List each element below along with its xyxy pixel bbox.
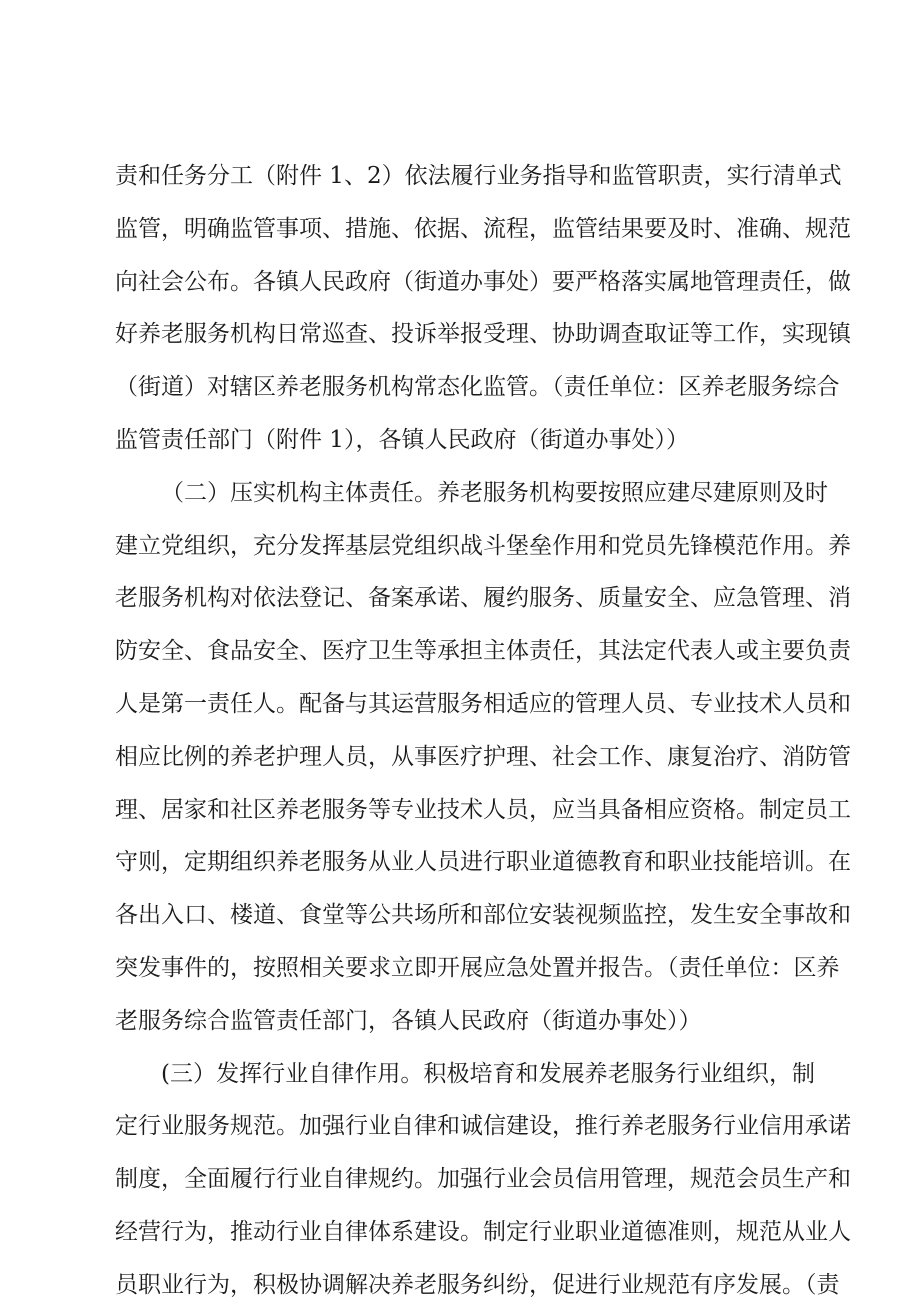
text-line: 防安全、食品安全、医疗卫生等承担主体责任，其法定代表人或主要负责 — [115, 638, 851, 665]
text-line: 好养老服务机构日常巡查、投诉举报受理、协助调查取证等工作，实现镇 — [115, 321, 851, 348]
text-line: 老服务综合监管责任部门，各镇人民政府（街道办事处）） — [115, 1007, 702, 1034]
text-line: 制度，全面履行行业自律规约。加强行业会员信用管理，规范会员生产和 — [115, 1166, 851, 1193]
section-heading-line: （二）压实机构主体责任。养老服务机构要按照应建尽建原则及时 — [161, 479, 828, 506]
text-line: 建立党组织，充分发挥基层党组织战斗堡垒作用和党员先锋模范作用。养 — [115, 532, 851, 559]
text-line: 员职业行为，积极协调解决养老服务纠纷，促进行业规范有序发展。（责 — [115, 1271, 840, 1298]
body-text — [115, 150, 851, 1312]
text-line: 老服务机构对依法登记、备案承诺、履约服务、质量安全、应急管理、消 — [115, 585, 851, 612]
text-line: 责和任务分工（附件 1、2）依法履行业务指导和监管职责，实行清单式 — [115, 163, 842, 189]
text-line: 人是第一责任人。配备与其运营服务相适应的管理人员、专业技术人员和 — [115, 690, 851, 717]
text-line: 向社会公布。各镇人民政府（街道办事处）要严格落实属地管理责任，做 — [115, 268, 851, 295]
text-line: 各出入口、楼道、食堂等公共场所和部位安装视频监控，发生安全事故和 — [115, 902, 851, 929]
text-line: 守则，定期组织养老服务从业人员进行职业道德教育和职业技能培训。在 — [115, 849, 851, 876]
text-line: 监管责任部门（附件 1），各镇人民政府（街道办事处）） — [115, 426, 689, 453]
text-line: 理、居家和社区养老服务等专业技术人员，应当具备相应资格。制定员工 — [115, 796, 851, 823]
text-line: （街道）对辖区养老服务机构常态化监管。（责任单位：区养老服务综合 — [115, 374, 840, 401]
text-line: 突发事件的，按照相关要求立即开展应急处置并报告。（责任单位：区养 — [115, 954, 840, 981]
section-heading-line: (三）发挥行业自律作用。积极培育和发展养老服务行业组织，制 — [161, 1060, 815, 1087]
text-line: 经营行为，推动行业自律体系建设。制定行业职业道德准则，规范从业人 — [115, 1218, 851, 1245]
text-line: 相应比例的养老护理人员，从事医疗护理、社会工作、康复治疗、消防管 — [115, 743, 851, 770]
text-line: 定行业服务规范。加强行业自律和诚信建设，推行养老服务行业信用承诺 — [115, 1113, 851, 1140]
text-line: 监管，明确监管事项、措施、依据、流程，监管结果要及时、准确、规范 — [115, 215, 851, 242]
